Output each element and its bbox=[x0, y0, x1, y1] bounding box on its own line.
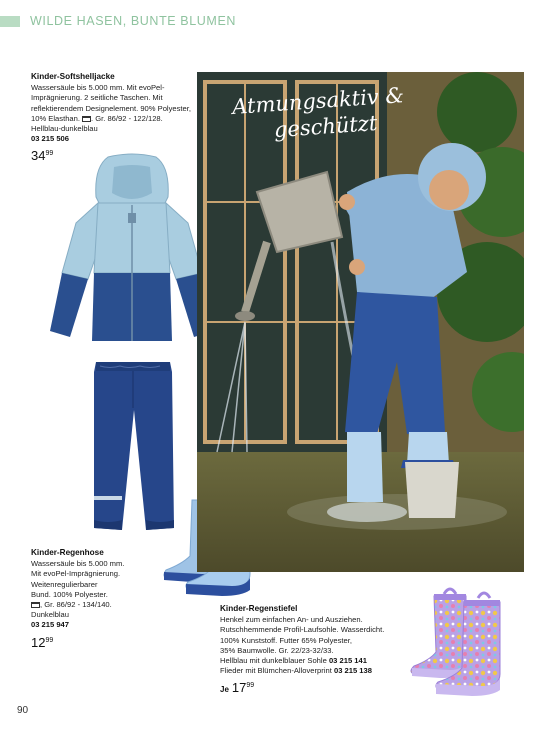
product-name: Kinder-Regenstiefel bbox=[220, 604, 298, 613]
product-sizes: Gr. 86/92 - 122/128. Hellblau-dunkelblau bbox=[31, 113, 163, 134]
price bbox=[220, 679, 420, 697]
price-cents: 99 bbox=[246, 682, 255, 690]
section-title: WILDE HASEN, BUNTE BLUMEN bbox=[30, 14, 237, 28]
product-description: Wassersäule bis 5.000 mm. Mit evoPel-Imprägnierung. 2 seitliche Taschen. Mit reflektierendem Designelement. 90% Polyester, 10% Elasthan. bbox=[31, 83, 191, 123]
price bbox=[31, 634, 156, 650]
variant-2-article-number: 03 215 138 bbox=[333, 666, 372, 676]
kids-rainwear-photo bbox=[197, 72, 524, 572]
lilac-floral-boots-image bbox=[408, 586, 504, 698]
price-prefix: Je bbox=[220, 685, 229, 695]
price-main: 17 bbox=[231, 680, 247, 696]
headline-line-2: geschützt bbox=[273, 110, 379, 143]
price-cents: 99 bbox=[45, 150, 54, 158]
product-name: Kinder-Softshelljacke bbox=[31, 72, 115, 81]
product-color: Dunkelblau bbox=[31, 610, 69, 620]
article-number: 03 215 947 bbox=[31, 620, 70, 630]
product-sizes: , Gr. 86/92 - 134/140. bbox=[40, 600, 112, 610]
photo-scene bbox=[197, 72, 524, 572]
product-description: Henkel zum einfachen An- und Ausziehen. Rutschhemmende Profil-Laufsohle. Wasserdicht. 100% Kunststoff. Futter 65% Polyester, 35% Baumwolle. Gr. 22/23-32/33. bbox=[220, 615, 385, 655]
care-label-icon bbox=[82, 116, 91, 122]
product-rain-pants bbox=[31, 548, 156, 650]
price-cents: 99 bbox=[45, 636, 54, 644]
page-number: 90 bbox=[17, 705, 29, 716]
article-number: 03 215 506 bbox=[31, 134, 70, 144]
product-softshell-jacket: Kinder-Softshelljacke Wassersäule bis 5.000 mm. Mit evoPel-Imprägnierung. 2 seitliche Taschen. Mit reflektierendem Designelement. 90% Polyester, 10% Elasthan. . Gr. 86/92 - 122/128. Hellblau-dunkelblau 03 215 506 $34^{99}$ bbox=[31, 72, 191, 164]
variant-2 bbox=[220, 666, 420, 676]
product-rain-boots bbox=[220, 604, 420, 697]
section-color-bar bbox=[0, 16, 20, 27]
variant-1 bbox=[220, 656, 420, 666]
price-main: 34 bbox=[31, 148, 46, 164]
softshell-jacket-image bbox=[48, 153, 216, 343]
headline-line-1: Atmungsaktiv & bbox=[231, 83, 405, 120]
price-main: 12 bbox=[31, 634, 46, 650]
variant-2-text: Flieder mit Blümchen-Alloverprint bbox=[220, 666, 332, 676]
variant-1-article-number: 03 215 141 bbox=[328, 656, 367, 666]
variant-1-text: Hellblau mit dunkelblauer Sohle bbox=[220, 656, 327, 666]
care-label-icon bbox=[31, 602, 40, 608]
product-name: Kinder-Regenhose bbox=[31, 548, 104, 557]
product-description: Wassersäule bis 5.000 mm. Mit evoPel-Imprägnierung. Weitenregulierbarer Bund. 100% Polyester. bbox=[31, 559, 125, 599]
